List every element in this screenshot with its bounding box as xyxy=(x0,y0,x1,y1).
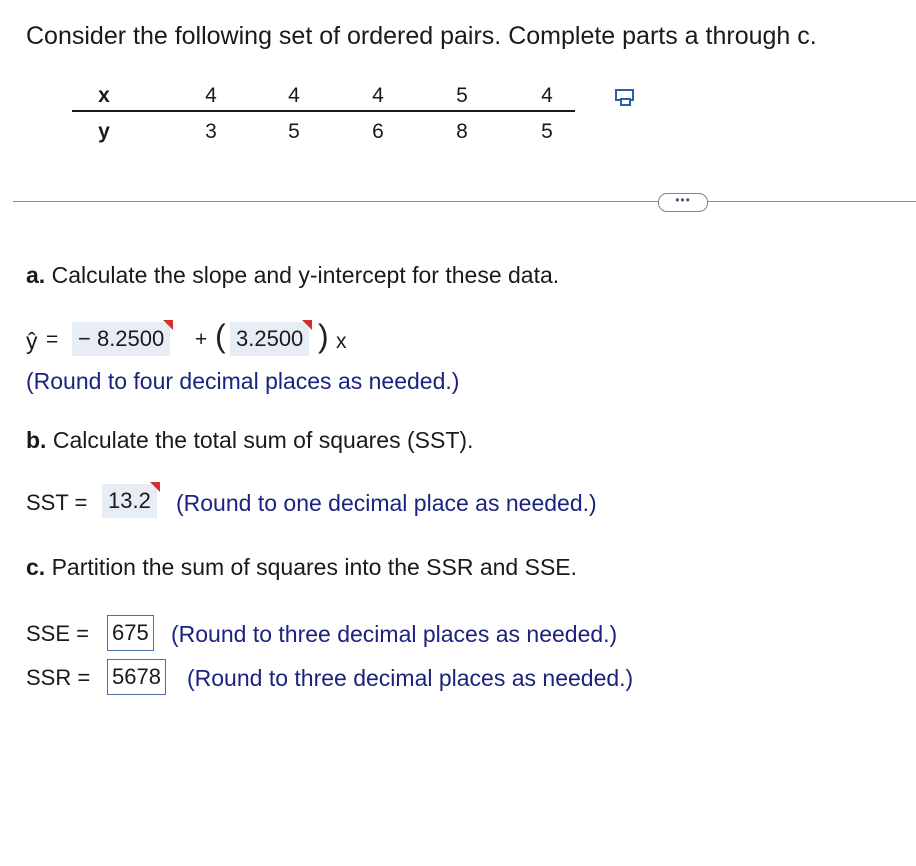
answer-flag-icon xyxy=(302,320,312,330)
part-c-prefix: c. xyxy=(26,554,46,580)
x-row-label: x xyxy=(98,84,110,107)
part-a-question xyxy=(26,262,559,289)
y-value: 5 xyxy=(541,120,553,143)
sse-hint: (Round to three decimal places as needed.) xyxy=(171,621,618,647)
y-value: 3 xyxy=(205,120,217,143)
sst-value: 13.2 xyxy=(108,488,151,513)
question-intro: Consider the following set of ordered pairs. Complete parts a through c. xyxy=(26,22,817,50)
part-a-prefix: a. xyxy=(26,262,46,288)
table-divider xyxy=(72,110,575,112)
part-c-text: Partition the sum of squares into the SSR and SSE. xyxy=(51,554,578,580)
ordered-pairs-table xyxy=(72,80,575,150)
ssr-hint: (Round to three decimal places as needed.) xyxy=(187,665,634,691)
x-value: 4 xyxy=(288,84,300,107)
part-b-text: Calculate the total sum of squares (SST). xyxy=(52,427,474,453)
sse-label: SSE = xyxy=(26,621,89,646)
x-value: 4 xyxy=(541,84,553,107)
part-a-text: Calculate the slope and y-intercept for these data. xyxy=(51,262,560,288)
answer-flag-icon xyxy=(163,320,173,330)
intercept-answer[interactable] xyxy=(72,322,170,356)
section-divider xyxy=(13,201,916,202)
copy-table-icon[interactable] xyxy=(613,85,637,109)
x-variable: x xyxy=(336,330,347,353)
x-value: 4 xyxy=(205,84,217,107)
slope-value: 3.2500 xyxy=(236,326,304,351)
part-b-question xyxy=(26,427,473,454)
sst-answer[interactable] xyxy=(102,484,157,518)
open-paren: ( xyxy=(215,318,226,354)
y-value: 8 xyxy=(456,120,468,143)
sse-input[interactable]: 675 xyxy=(107,615,154,651)
intercept-value: − 8.2500 xyxy=(78,326,165,351)
ssr-input[interactable]: 5678 xyxy=(107,659,166,695)
ssr-label: SSR = xyxy=(26,665,91,690)
x-value: 5 xyxy=(456,84,468,107)
part-b-prefix: b. xyxy=(26,427,47,453)
more-options-icon: ••• xyxy=(675,193,691,207)
part-c-question xyxy=(26,554,577,581)
y-hat-symbol: ŷ xyxy=(26,328,38,354)
part-b-hint: (Round to one decimal place as needed.) xyxy=(176,490,597,516)
x-value: 4 xyxy=(372,84,384,107)
regression-equation xyxy=(26,318,526,362)
y-value: 6 xyxy=(372,120,384,143)
close-paren: ) xyxy=(318,318,329,354)
plus-sign: + xyxy=(195,328,208,351)
slope-answer[interactable] xyxy=(230,322,309,356)
answer-flag-icon xyxy=(150,482,160,492)
more-options-button[interactable] xyxy=(658,193,708,212)
y-value: 5 xyxy=(288,120,300,143)
part-a-hint: (Round to four decimal places as needed.) xyxy=(26,368,460,394)
sst-label: SST = xyxy=(26,490,88,515)
equals-sign: = xyxy=(46,328,59,351)
y-row-label: y xyxy=(98,120,110,143)
